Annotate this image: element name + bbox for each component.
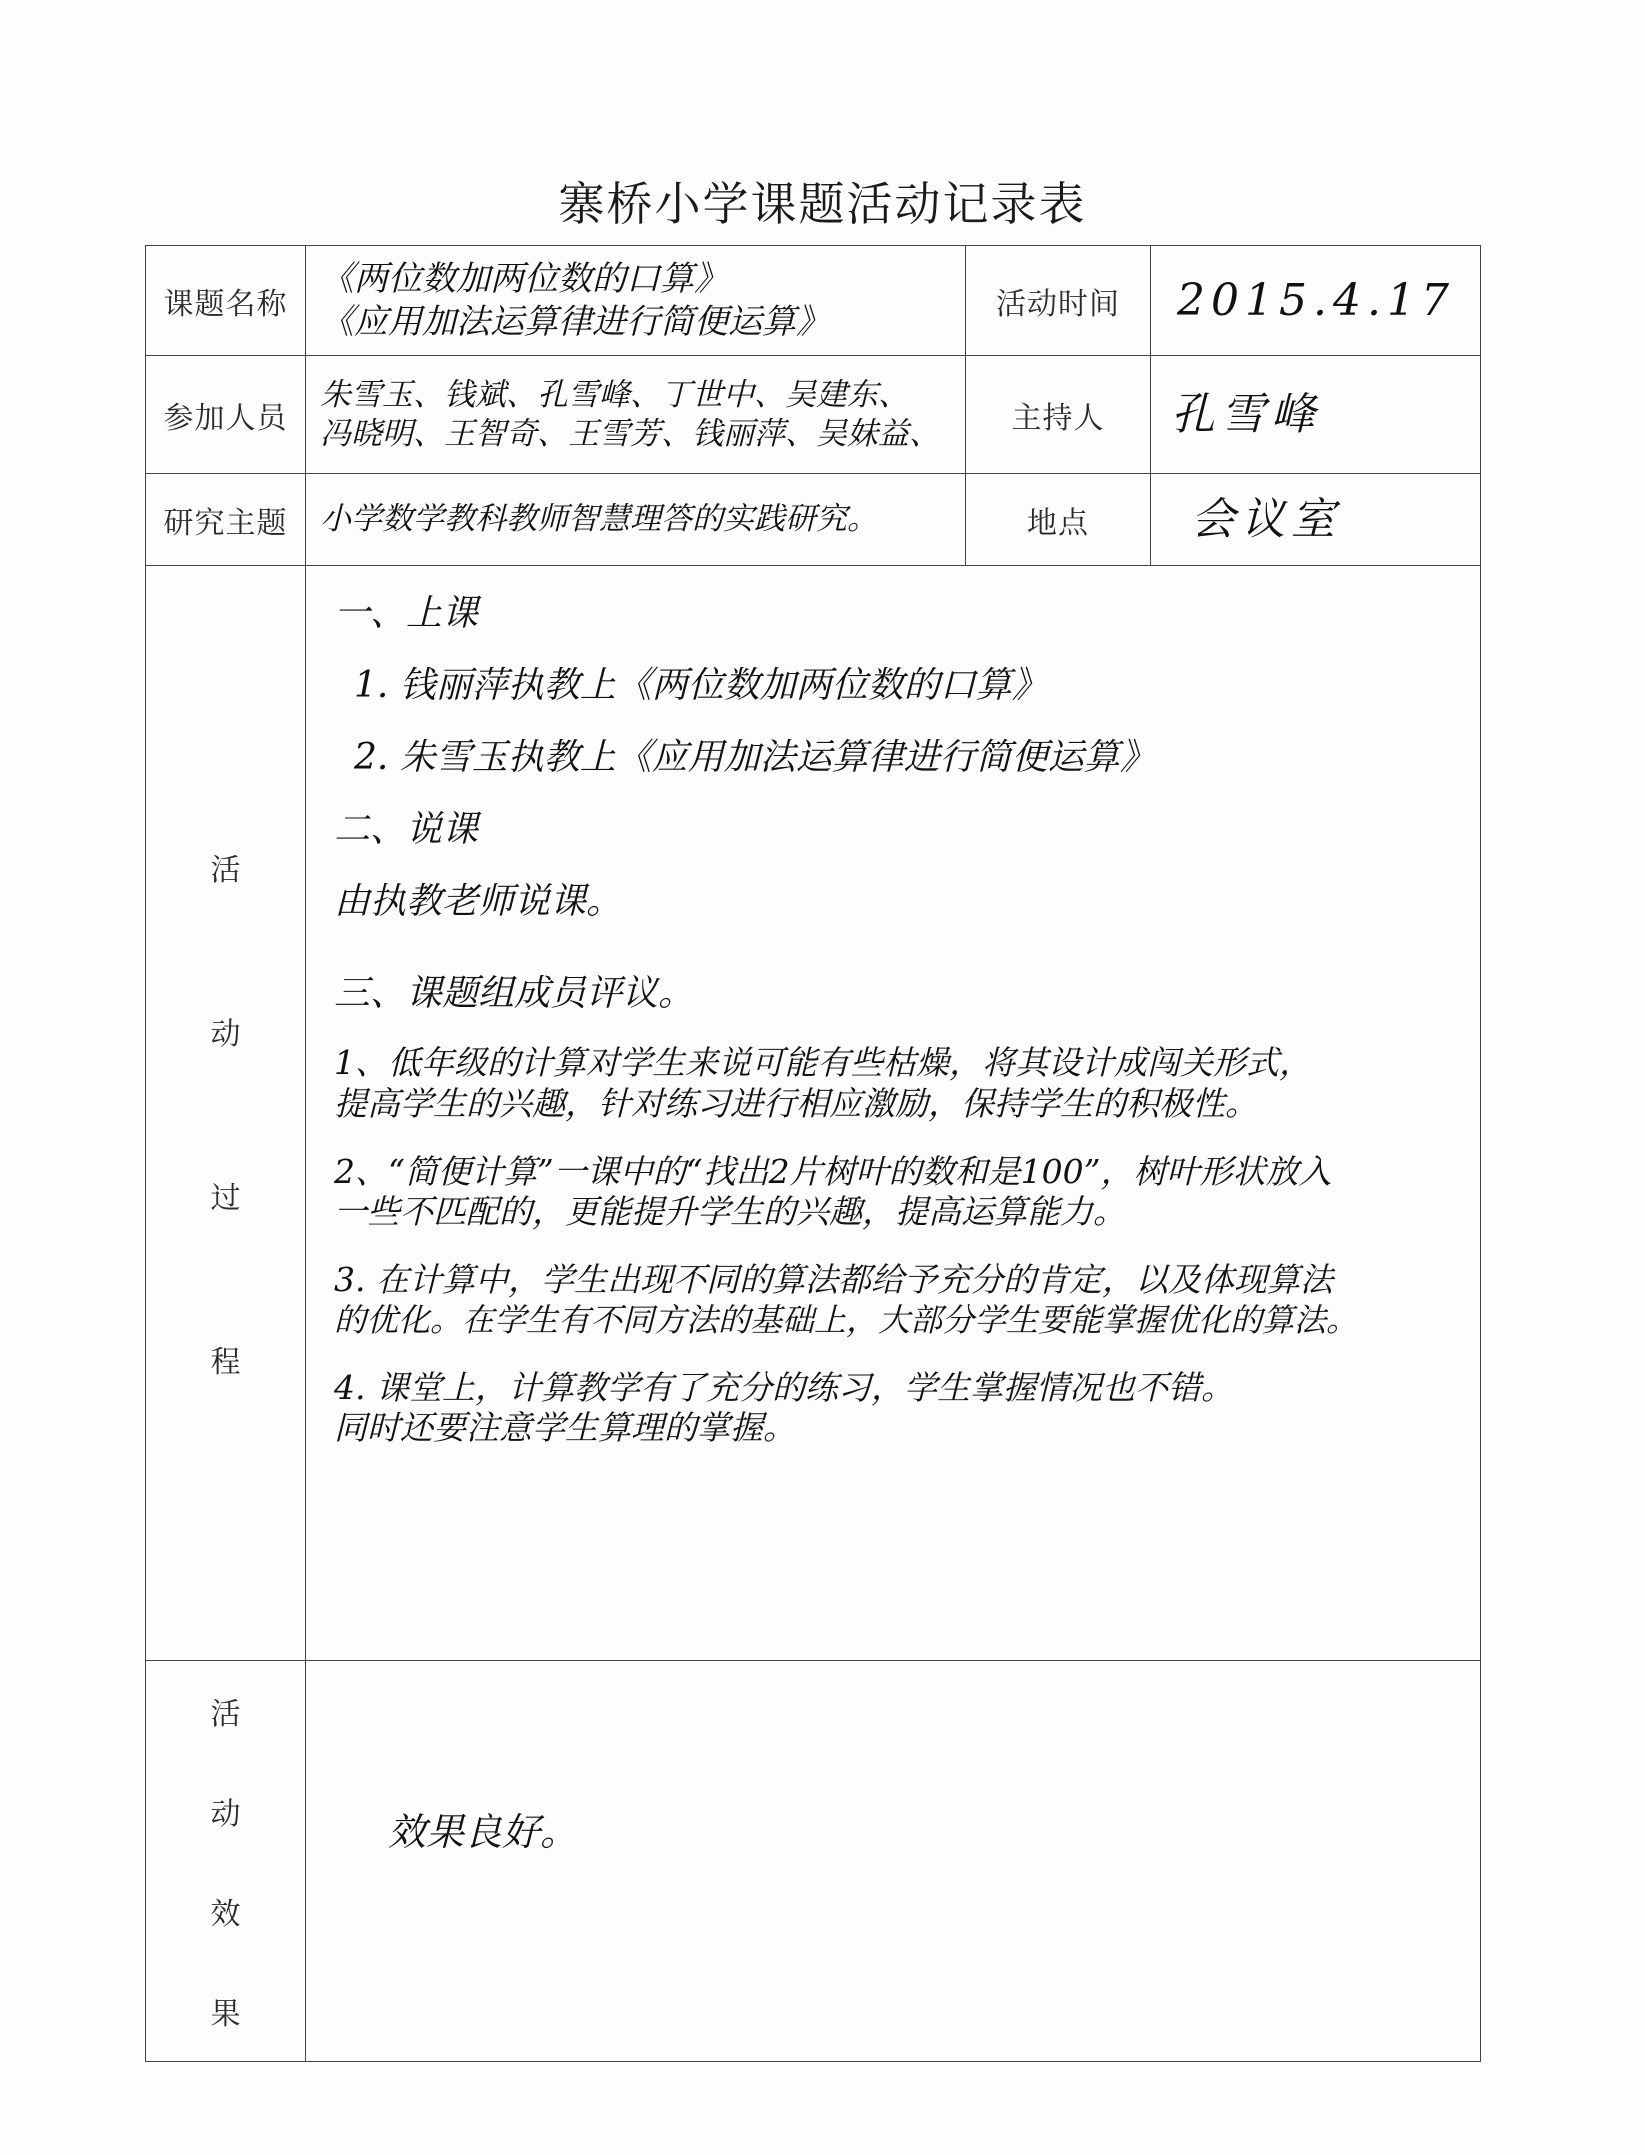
process-line: 一些不匹配的，更能提升学生的兴趣，提高运算能力。 <box>334 1192 1126 1232</box>
effect-label-cell <box>146 1661 306 2062</box>
effect-label-char: 效 <box>210 1897 241 1932</box>
process-line: 二、说课 <box>334 808 479 850</box>
page-title: 寨桥小学课题活动记录表 <box>558 177 1087 231</box>
effect-label-char: 活 <box>210 1697 241 1732</box>
effect-label-char: 动 <box>210 1797 241 1832</box>
process-label-char: 程 <box>210 1345 241 1380</box>
time-label: 活动时间 <box>966 246 1151 356</box>
participants-line-1: 朱雪玉、钱斌、孔雪峰、丁世中、吴建东、 <box>320 376 909 413</box>
process-line: 1. 钱丽萍执教上《两位数加两位数的口算》 <box>354 664 1048 706</box>
effect-label-char: 果 <box>210 1997 241 2032</box>
process-line: 的优化。在学生有不同方法的基础上，大部分学生要能掌握优化的算法。 <box>334 1300 1359 1339</box>
participants-label: 参加人员 <box>146 356 306 474</box>
process-label-char: 动 <box>210 1017 241 1052</box>
effect-label <box>146 1661 305 2061</box>
topic-label: 课题名称 <box>146 246 306 356</box>
process-label-char: 活 <box>210 853 241 888</box>
row-effect <box>146 1661 1481 2062</box>
topic-line-1: 《两位数加两位数的口算》 <box>320 259 728 299</box>
process-line: 2、“简便计算”一课中的“找出2片树叶的数和是100”，树叶形状放入 <box>334 1151 1332 1191</box>
place-value-cell <box>1151 474 1481 566</box>
process-label-cell <box>146 566 306 1661</box>
topic-line-2: 《应用加法运算律进行简便运算》 <box>320 301 830 342</box>
row-topic <box>146 246 1481 356</box>
process-line: 3. 在计算中，学生出现不同的算法都给予充分的肯定，以及体现算法 <box>334 1260 1333 1300</box>
host-value-cell <box>1151 356 1481 474</box>
effect-content-cell <box>306 1661 1481 2062</box>
participants-line-2: 冯晓明、王智奇、王雪芳、钱丽萍、吴妹益、 <box>320 415 940 452</box>
place-label: 地点 <box>966 474 1151 566</box>
theme-label: 研究主题 <box>146 474 306 566</box>
host-value: 孔雪峰 <box>1171 389 1321 440</box>
theme-value-cell <box>306 474 966 566</box>
topic-value-cell <box>306 246 966 356</box>
process-content-cell <box>306 566 1481 1661</box>
process-label-char: 过 <box>210 1181 241 1216</box>
participants-value-cell <box>306 356 966 474</box>
time-value: 2015.4.17 <box>1177 275 1455 326</box>
host-label: 主持人 <box>966 356 1151 474</box>
row-theme <box>146 474 1481 566</box>
process-line: 1、低年级的计算对学生来说可能有些枯燥，将其设计成闯关形式， <box>334 1043 1312 1083</box>
process-line: 由执教老师说课。 <box>334 880 623 922</box>
row-process <box>146 566 1481 1661</box>
theme-value: 小学数学教科教师智慧理答的实践研究。 <box>320 501 878 538</box>
process-line: 同时还要注意学生算理的掌握。 <box>334 1407 796 1447</box>
process-line: 三、课题组成员评议。 <box>334 972 695 1014</box>
process-content <box>334 592 1464 1448</box>
process-line: 4. 课堂上，计算教学有了充分的练习，学生掌握情况也不错。 <box>334 1367 1234 1407</box>
time-value-cell <box>1151 246 1481 356</box>
place-value: 会议室 <box>1191 494 1341 545</box>
process-label <box>146 566 305 1660</box>
row-participants <box>146 356 1481 474</box>
process-line: 2. 朱雪玉执教上《应用加法运算律进行简便运算》 <box>354 736 1156 778</box>
effect-value: 效果良好。 <box>388 1810 579 1854</box>
process-line: 提高学生的兴趣，针对练习进行相应激励，保持学生的积极性。 <box>334 1083 1258 1123</box>
record-form-table <box>145 245 1481 2062</box>
process-line: 一、上课 <box>334 593 479 634</box>
